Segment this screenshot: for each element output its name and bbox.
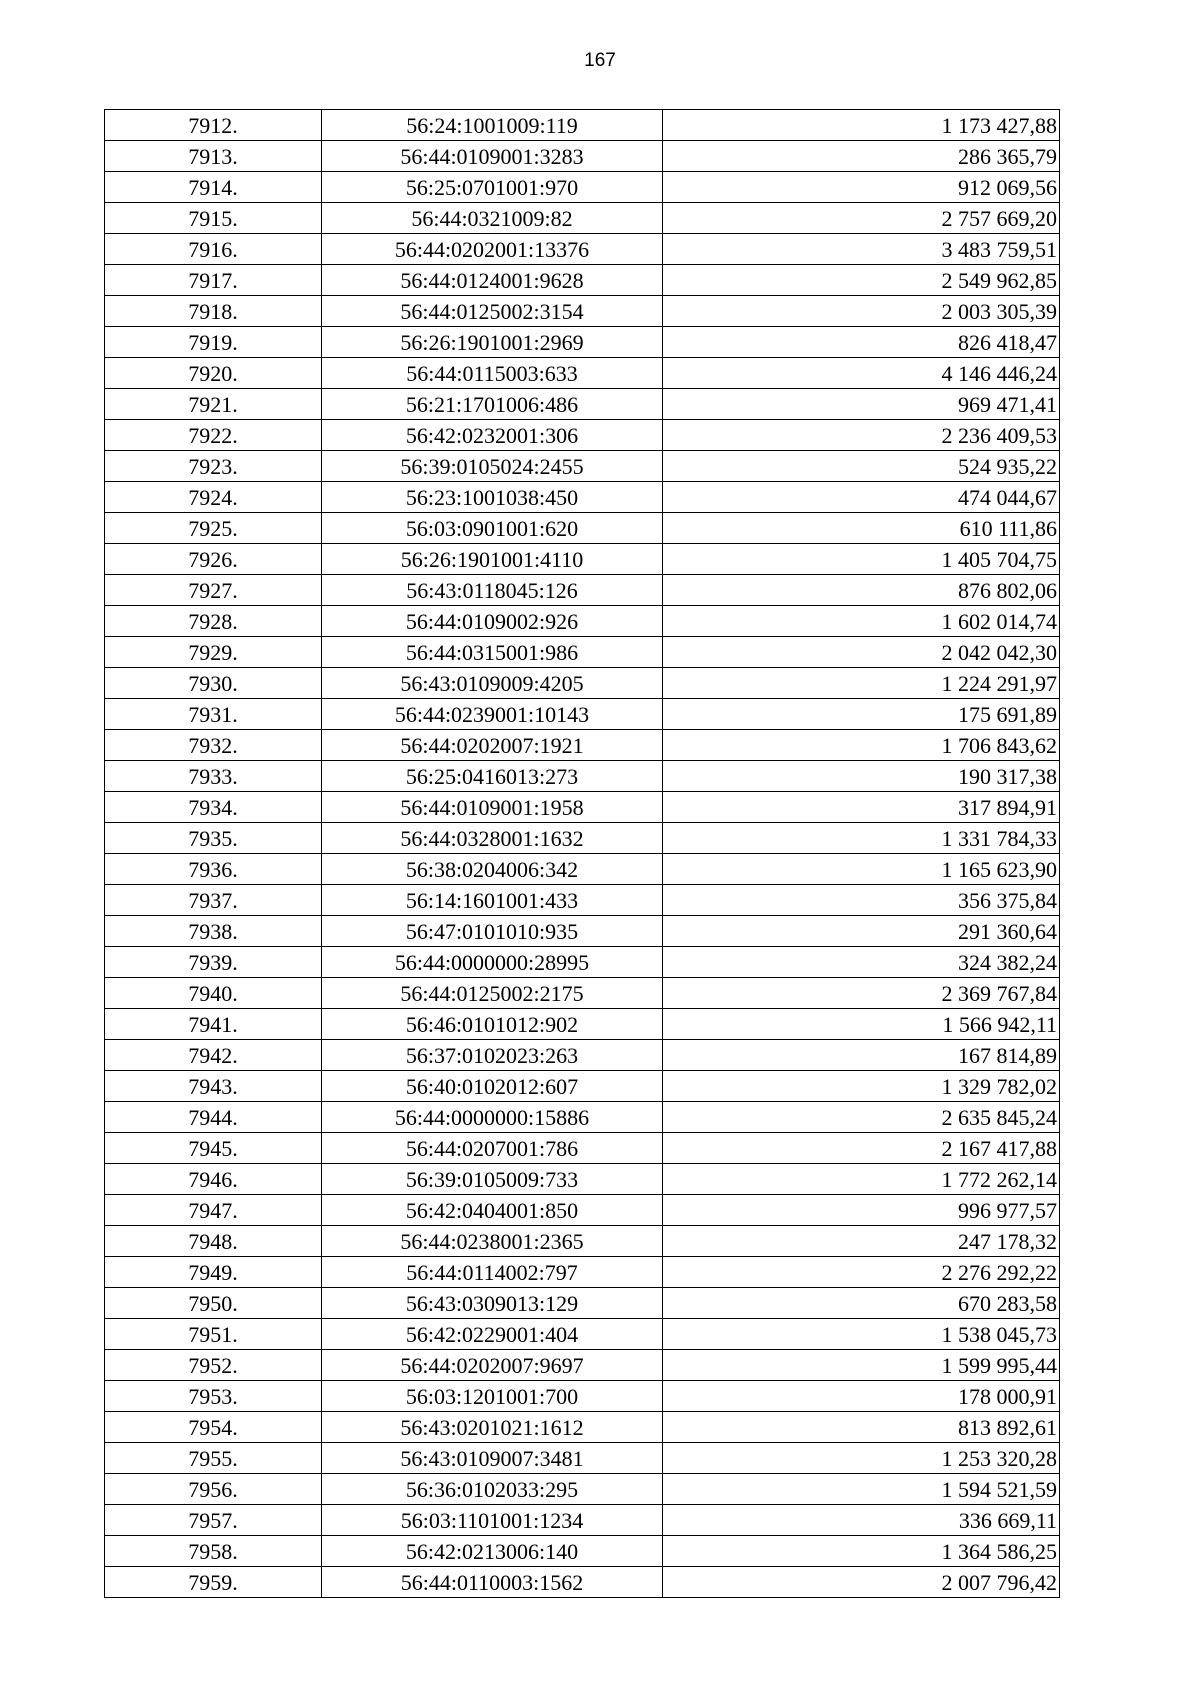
cadastral-number-cell: 56:44:0328001:1632 xyxy=(322,823,663,854)
table-row xyxy=(105,575,1060,606)
value-cell: 2 042 042,30 xyxy=(663,637,1060,668)
value-cell: 178 000,91 xyxy=(663,1381,1060,1412)
cadastral-number-cell: 56:21:1701006:486 xyxy=(322,389,663,420)
cadastral-number-cell: 56:42:0404001:850 xyxy=(322,1195,663,1226)
value-cell: 969 471,41 xyxy=(663,389,1060,420)
cadastral-number-cell: 56:44:0315001:986 xyxy=(322,637,663,668)
row-number-cell: 7942. xyxy=(105,1040,322,1071)
value-cell: 1 331 784,33 xyxy=(663,823,1060,854)
table-row xyxy=(105,1350,1060,1381)
registry-table xyxy=(104,109,1060,1598)
cadastral-number-cell: 56:44:0109001:1958 xyxy=(322,792,663,823)
row-number-cell: 7953. xyxy=(105,1381,322,1412)
value-cell: 1 224 291,97 xyxy=(663,668,1060,699)
cadastral-number-cell: 56:23:1001038:450 xyxy=(322,482,663,513)
table-row xyxy=(105,1257,1060,1288)
row-number-cell: 7950. xyxy=(105,1288,322,1319)
cadastral-number-cell: 56:03:0901001:620 xyxy=(322,513,663,544)
table-row xyxy=(105,265,1060,296)
row-number-cell: 7924. xyxy=(105,482,322,513)
table-row xyxy=(105,1071,1060,1102)
row-number-cell: 7952. xyxy=(105,1350,322,1381)
table-row xyxy=(105,1536,1060,1567)
value-cell: 190 317,38 xyxy=(663,761,1060,792)
cadastral-number-cell: 56:44:0114002:797 xyxy=(322,1257,663,1288)
row-number-cell: 7934. xyxy=(105,792,322,823)
cadastral-number-cell: 56:44:0109002:926 xyxy=(322,606,663,637)
row-number-cell: 7947. xyxy=(105,1195,322,1226)
table-row xyxy=(105,358,1060,389)
table-row xyxy=(105,544,1060,575)
cadastral-number-cell: 56:44:0202007:1921 xyxy=(322,730,663,761)
value-cell: 1 364 586,25 xyxy=(663,1536,1060,1567)
value-cell: 4 146 446,24 xyxy=(663,358,1060,389)
cadastral-number-cell: 56:46:0101012:902 xyxy=(322,1009,663,1040)
cadastral-number-cell: 56:43:0118045:126 xyxy=(322,575,663,606)
value-cell: 247 178,32 xyxy=(663,1226,1060,1257)
row-number-cell: 7925. xyxy=(105,513,322,544)
row-number-cell: 7956. xyxy=(105,1474,322,1505)
row-number-cell: 7915. xyxy=(105,203,322,234)
table-row xyxy=(105,1412,1060,1443)
cadastral-number-cell: 56:43:0109009:4205 xyxy=(322,668,663,699)
value-cell: 1 602 014,74 xyxy=(663,606,1060,637)
row-number-cell: 7919. xyxy=(105,327,322,358)
value-cell: 2 167 417,88 xyxy=(663,1133,1060,1164)
table-row xyxy=(105,513,1060,544)
cadastral-number-cell: 56:44:0000000:15886 xyxy=(322,1102,663,1133)
table-row xyxy=(105,637,1060,668)
table-row xyxy=(105,1505,1060,1536)
cadastral-number-cell: 56:24:1001009:119 xyxy=(322,110,663,141)
row-number-cell: 7944. xyxy=(105,1102,322,1133)
table-row xyxy=(105,730,1060,761)
row-number-cell: 7949. xyxy=(105,1257,322,1288)
cadastral-number-cell: 56:44:0109001:3283 xyxy=(322,141,663,172)
cadastral-number-cell: 56:44:0321009:82 xyxy=(322,203,663,234)
value-cell: 826 418,47 xyxy=(663,327,1060,358)
cadastral-number-cell: 56:26:1901001:2969 xyxy=(322,327,663,358)
cadastral-number-cell: 56:43:0109007:3481 xyxy=(322,1443,663,1474)
table-row xyxy=(105,327,1060,358)
row-number-cell: 7954. xyxy=(105,1412,322,1443)
value-cell: 2 369 767,84 xyxy=(663,978,1060,1009)
row-number-cell: 7926. xyxy=(105,544,322,575)
table-row xyxy=(105,823,1060,854)
value-cell: 474 044,67 xyxy=(663,482,1060,513)
cadastral-number-cell: 56:03:1201001:700 xyxy=(322,1381,663,1412)
row-number-cell: 7928. xyxy=(105,606,322,637)
value-cell: 1 566 942,11 xyxy=(663,1009,1060,1040)
table-row xyxy=(105,1164,1060,1195)
row-number-cell: 7932. xyxy=(105,730,322,761)
cadastral-number-cell: 56:44:0202001:13376 xyxy=(322,234,663,265)
row-number-cell: 7943. xyxy=(105,1071,322,1102)
row-number-cell: 7917. xyxy=(105,265,322,296)
row-number-cell: 7937. xyxy=(105,885,322,916)
value-cell: 317 894,91 xyxy=(663,792,1060,823)
value-cell: 3 483 759,51 xyxy=(663,234,1060,265)
row-number-cell: 7930. xyxy=(105,668,322,699)
value-cell: 1 253 320,28 xyxy=(663,1443,1060,1474)
value-cell: 813 892,61 xyxy=(663,1412,1060,1443)
cadastral-number-cell: 56:44:0125002:2175 xyxy=(322,978,663,1009)
value-cell: 324 382,24 xyxy=(663,947,1060,978)
row-number-cell: 7948. xyxy=(105,1226,322,1257)
cadastral-number-cell: 56:44:0110003:1562 xyxy=(322,1567,663,1598)
table-row xyxy=(105,203,1060,234)
cadastral-number-cell: 56:44:0115003:633 xyxy=(322,358,663,389)
row-number-cell: 7938. xyxy=(105,916,322,947)
row-number-cell: 7945. xyxy=(105,1133,322,1164)
row-number-cell: 7957. xyxy=(105,1505,322,1536)
table-row xyxy=(105,668,1060,699)
table-row xyxy=(105,1009,1060,1040)
table-row xyxy=(105,420,1060,451)
table-row xyxy=(105,389,1060,420)
table-row xyxy=(105,916,1060,947)
row-number-cell: 7941. xyxy=(105,1009,322,1040)
row-number-cell: 7931. xyxy=(105,699,322,730)
value-cell: 2 003 305,39 xyxy=(663,296,1060,327)
row-number-cell: 7921. xyxy=(105,389,322,420)
row-number-cell: 7913. xyxy=(105,141,322,172)
value-cell: 336 669,11 xyxy=(663,1505,1060,1536)
value-cell: 524 935,22 xyxy=(663,451,1060,482)
value-cell: 2 236 409,53 xyxy=(663,420,1060,451)
cadastral-number-cell: 56:42:0229001:404 xyxy=(322,1319,663,1350)
value-cell: 1 405 704,75 xyxy=(663,544,1060,575)
cadastral-number-cell: 56:40:0102012:607 xyxy=(322,1071,663,1102)
row-number-cell: 7951. xyxy=(105,1319,322,1350)
cadastral-number-cell: 56:03:1101001:1234 xyxy=(322,1505,663,1536)
table-row xyxy=(105,110,1060,141)
value-cell: 356 375,84 xyxy=(663,885,1060,916)
table-row xyxy=(105,1288,1060,1319)
cadastral-number-cell: 56:25:0416013:273 xyxy=(322,761,663,792)
cadastral-number-cell: 56:44:0124001:9628 xyxy=(322,265,663,296)
cadastral-number-cell: 56:42:0213006:140 xyxy=(322,1536,663,1567)
registry-table-body xyxy=(105,110,1060,1598)
table-row xyxy=(105,606,1060,637)
table-row xyxy=(105,1102,1060,1133)
row-number-cell: 7936. xyxy=(105,854,322,885)
value-cell: 876 802,06 xyxy=(663,575,1060,606)
cadastral-number-cell: 56:44:0125002:3154 xyxy=(322,296,663,327)
cadastral-number-cell: 56:25:0701001:970 xyxy=(322,172,663,203)
table-row xyxy=(105,1040,1060,1071)
cadastral-number-cell: 56:26:1901001:4110 xyxy=(322,544,663,575)
value-cell: 610 111,86 xyxy=(663,513,1060,544)
value-cell: 167 814,89 xyxy=(663,1040,1060,1071)
cadastral-number-cell: 56:44:0207001:786 xyxy=(322,1133,663,1164)
value-cell: 1 772 262,14 xyxy=(663,1164,1060,1195)
row-number-cell: 7912. xyxy=(105,110,322,141)
row-number-cell: 7935. xyxy=(105,823,322,854)
table-row xyxy=(105,978,1060,1009)
cadastral-number-cell: 56:36:0102033:295 xyxy=(322,1474,663,1505)
cadastral-number-cell: 56:42:0232001:306 xyxy=(322,420,663,451)
value-cell: 1 173 427,88 xyxy=(663,110,1060,141)
table-row xyxy=(105,234,1060,265)
table-row xyxy=(105,854,1060,885)
row-number-cell: 7914. xyxy=(105,172,322,203)
cadastral-number-cell: 56:44:0239001:10143 xyxy=(322,699,663,730)
cadastral-number-cell: 56:39:0105009:733 xyxy=(322,1164,663,1195)
cadastral-number-cell: 56:14:1601001:433 xyxy=(322,885,663,916)
table-row xyxy=(105,1133,1060,1164)
row-number-cell: 7940. xyxy=(105,978,322,1009)
cadastral-number-cell: 56:38:0204006:342 xyxy=(322,854,663,885)
value-cell: 286 365,79 xyxy=(663,141,1060,172)
row-number-cell: 7958. xyxy=(105,1536,322,1567)
value-cell: 2 007 796,42 xyxy=(663,1567,1060,1598)
table-row xyxy=(105,1381,1060,1412)
table-row xyxy=(105,1195,1060,1226)
row-number-cell: 7929. xyxy=(105,637,322,668)
row-number-cell: 7955. xyxy=(105,1443,322,1474)
table-row xyxy=(105,1443,1060,1474)
value-cell: 670 283,58 xyxy=(663,1288,1060,1319)
row-number-cell: 7927. xyxy=(105,575,322,606)
value-cell: 996 977,57 xyxy=(663,1195,1060,1226)
cadastral-number-cell: 56:43:0201021:1612 xyxy=(322,1412,663,1443)
cadastral-number-cell: 56:44:0000000:28995 xyxy=(322,947,663,978)
value-cell: 1 594 521,59 xyxy=(663,1474,1060,1505)
value-cell: 2 635 845,24 xyxy=(663,1102,1060,1133)
table-row xyxy=(105,761,1060,792)
value-cell: 291 360,64 xyxy=(663,916,1060,947)
cadastral-number-cell: 56:44:0238001:2365 xyxy=(322,1226,663,1257)
value-cell: 1 599 995,44 xyxy=(663,1350,1060,1381)
value-cell: 2 276 292,22 xyxy=(663,1257,1060,1288)
table-row xyxy=(105,947,1060,978)
table-row xyxy=(105,1226,1060,1257)
cadastral-number-cell: 56:44:0202007:9697 xyxy=(322,1350,663,1381)
table-row xyxy=(105,172,1060,203)
cadastral-number-cell: 56:37:0102023:263 xyxy=(322,1040,663,1071)
row-number-cell: 7923. xyxy=(105,451,322,482)
row-number-cell: 7916. xyxy=(105,234,322,265)
row-number-cell: 7959. xyxy=(105,1567,322,1598)
row-number-cell: 7933. xyxy=(105,761,322,792)
row-number-cell: 7946. xyxy=(105,1164,322,1195)
table-row xyxy=(105,1319,1060,1350)
table-row xyxy=(105,699,1060,730)
table-row xyxy=(105,792,1060,823)
table-row xyxy=(105,1567,1060,1598)
cadastral-number-cell: 56:39:0105024:2455 xyxy=(322,451,663,482)
value-cell: 1 706 843,62 xyxy=(663,730,1060,761)
value-cell: 1 329 782,02 xyxy=(663,1071,1060,1102)
row-number-cell: 7939. xyxy=(105,947,322,978)
row-number-cell: 7922. xyxy=(105,420,322,451)
table-row xyxy=(105,1474,1060,1505)
row-number-cell: 7918. xyxy=(105,296,322,327)
value-cell: 1 165 623,90 xyxy=(663,854,1060,885)
value-cell: 2 549 962,85 xyxy=(663,265,1060,296)
value-cell: 1 538 045,73 xyxy=(663,1319,1060,1350)
table-row xyxy=(105,885,1060,916)
cadastral-number-cell: 56:47:0101010:935 xyxy=(322,916,663,947)
row-number-cell: 7920. xyxy=(105,358,322,389)
value-cell: 912 069,56 xyxy=(663,172,1060,203)
value-cell: 175 691,89 xyxy=(663,699,1060,730)
cadastral-number-cell: 56:43:0309013:129 xyxy=(322,1288,663,1319)
table-row xyxy=(105,451,1060,482)
page-number: 167 xyxy=(584,50,616,71)
table-row xyxy=(105,482,1060,513)
value-cell: 2 757 669,20 xyxy=(663,203,1060,234)
table-row xyxy=(105,296,1060,327)
table-row xyxy=(105,141,1060,172)
